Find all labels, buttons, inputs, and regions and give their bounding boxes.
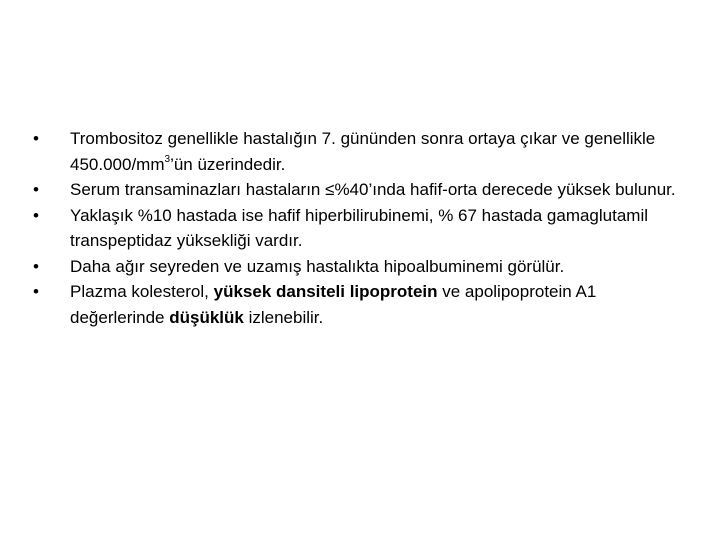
text-segment: izlenebilir. bbox=[243, 307, 324, 327]
text-segment: ve apolipoprotein A1 değerlerinde bbox=[70, 282, 597, 327]
bold-segment: yüksek dansiteli lipoprotein bbox=[213, 282, 438, 301]
bullet-text bbox=[70, 254, 683, 280]
list-item bbox=[33, 177, 683, 203]
bullet-icon: • bbox=[33, 180, 39, 199]
bullet-list bbox=[33, 126, 683, 330]
text-segment: Yaklaşık %10 hastada ise hafif hiperbilirubinemi, % 67 hastada gamaglutamil transpeptidaz yüksekliği vardır. bbox=[70, 205, 649, 250]
bullet-icon: • bbox=[33, 129, 39, 148]
bullet-text bbox=[70, 203, 683, 254]
bullet-icon: • bbox=[33, 256, 39, 276]
bullet-icon: • bbox=[33, 205, 39, 225]
list-item bbox=[33, 279, 683, 330]
bullet-icon: • bbox=[33, 282, 39, 301]
bullet-text bbox=[70, 177, 683, 203]
bullet-text bbox=[70, 279, 683, 330]
text-segment: Serum transaminazları hastaların ≤%40’ında hafif-orta derecede yüksek bulunur. bbox=[70, 180, 676, 199]
text-segment: Trombositoz genellikle hastalığın 7. gününden sonra ortaya çıkar ve genellikle 450.000/mm bbox=[70, 129, 656, 174]
list-item bbox=[33, 254, 683, 280]
bold-segment: düşüklük bbox=[169, 307, 244, 327]
list-item bbox=[33, 126, 683, 177]
text-segment: Plazma kolesterol, bbox=[70, 282, 214, 301]
superscript: 3 bbox=[164, 153, 171, 165]
text-segment: ’ün üzerindedir. bbox=[170, 154, 286, 174]
bullet-text bbox=[70, 126, 683, 177]
list-item bbox=[33, 203, 683, 254]
text-segment: Daha ağır seyreden ve uzamış hastalıkta hipoalbuminemi görülür. bbox=[70, 256, 565, 276]
